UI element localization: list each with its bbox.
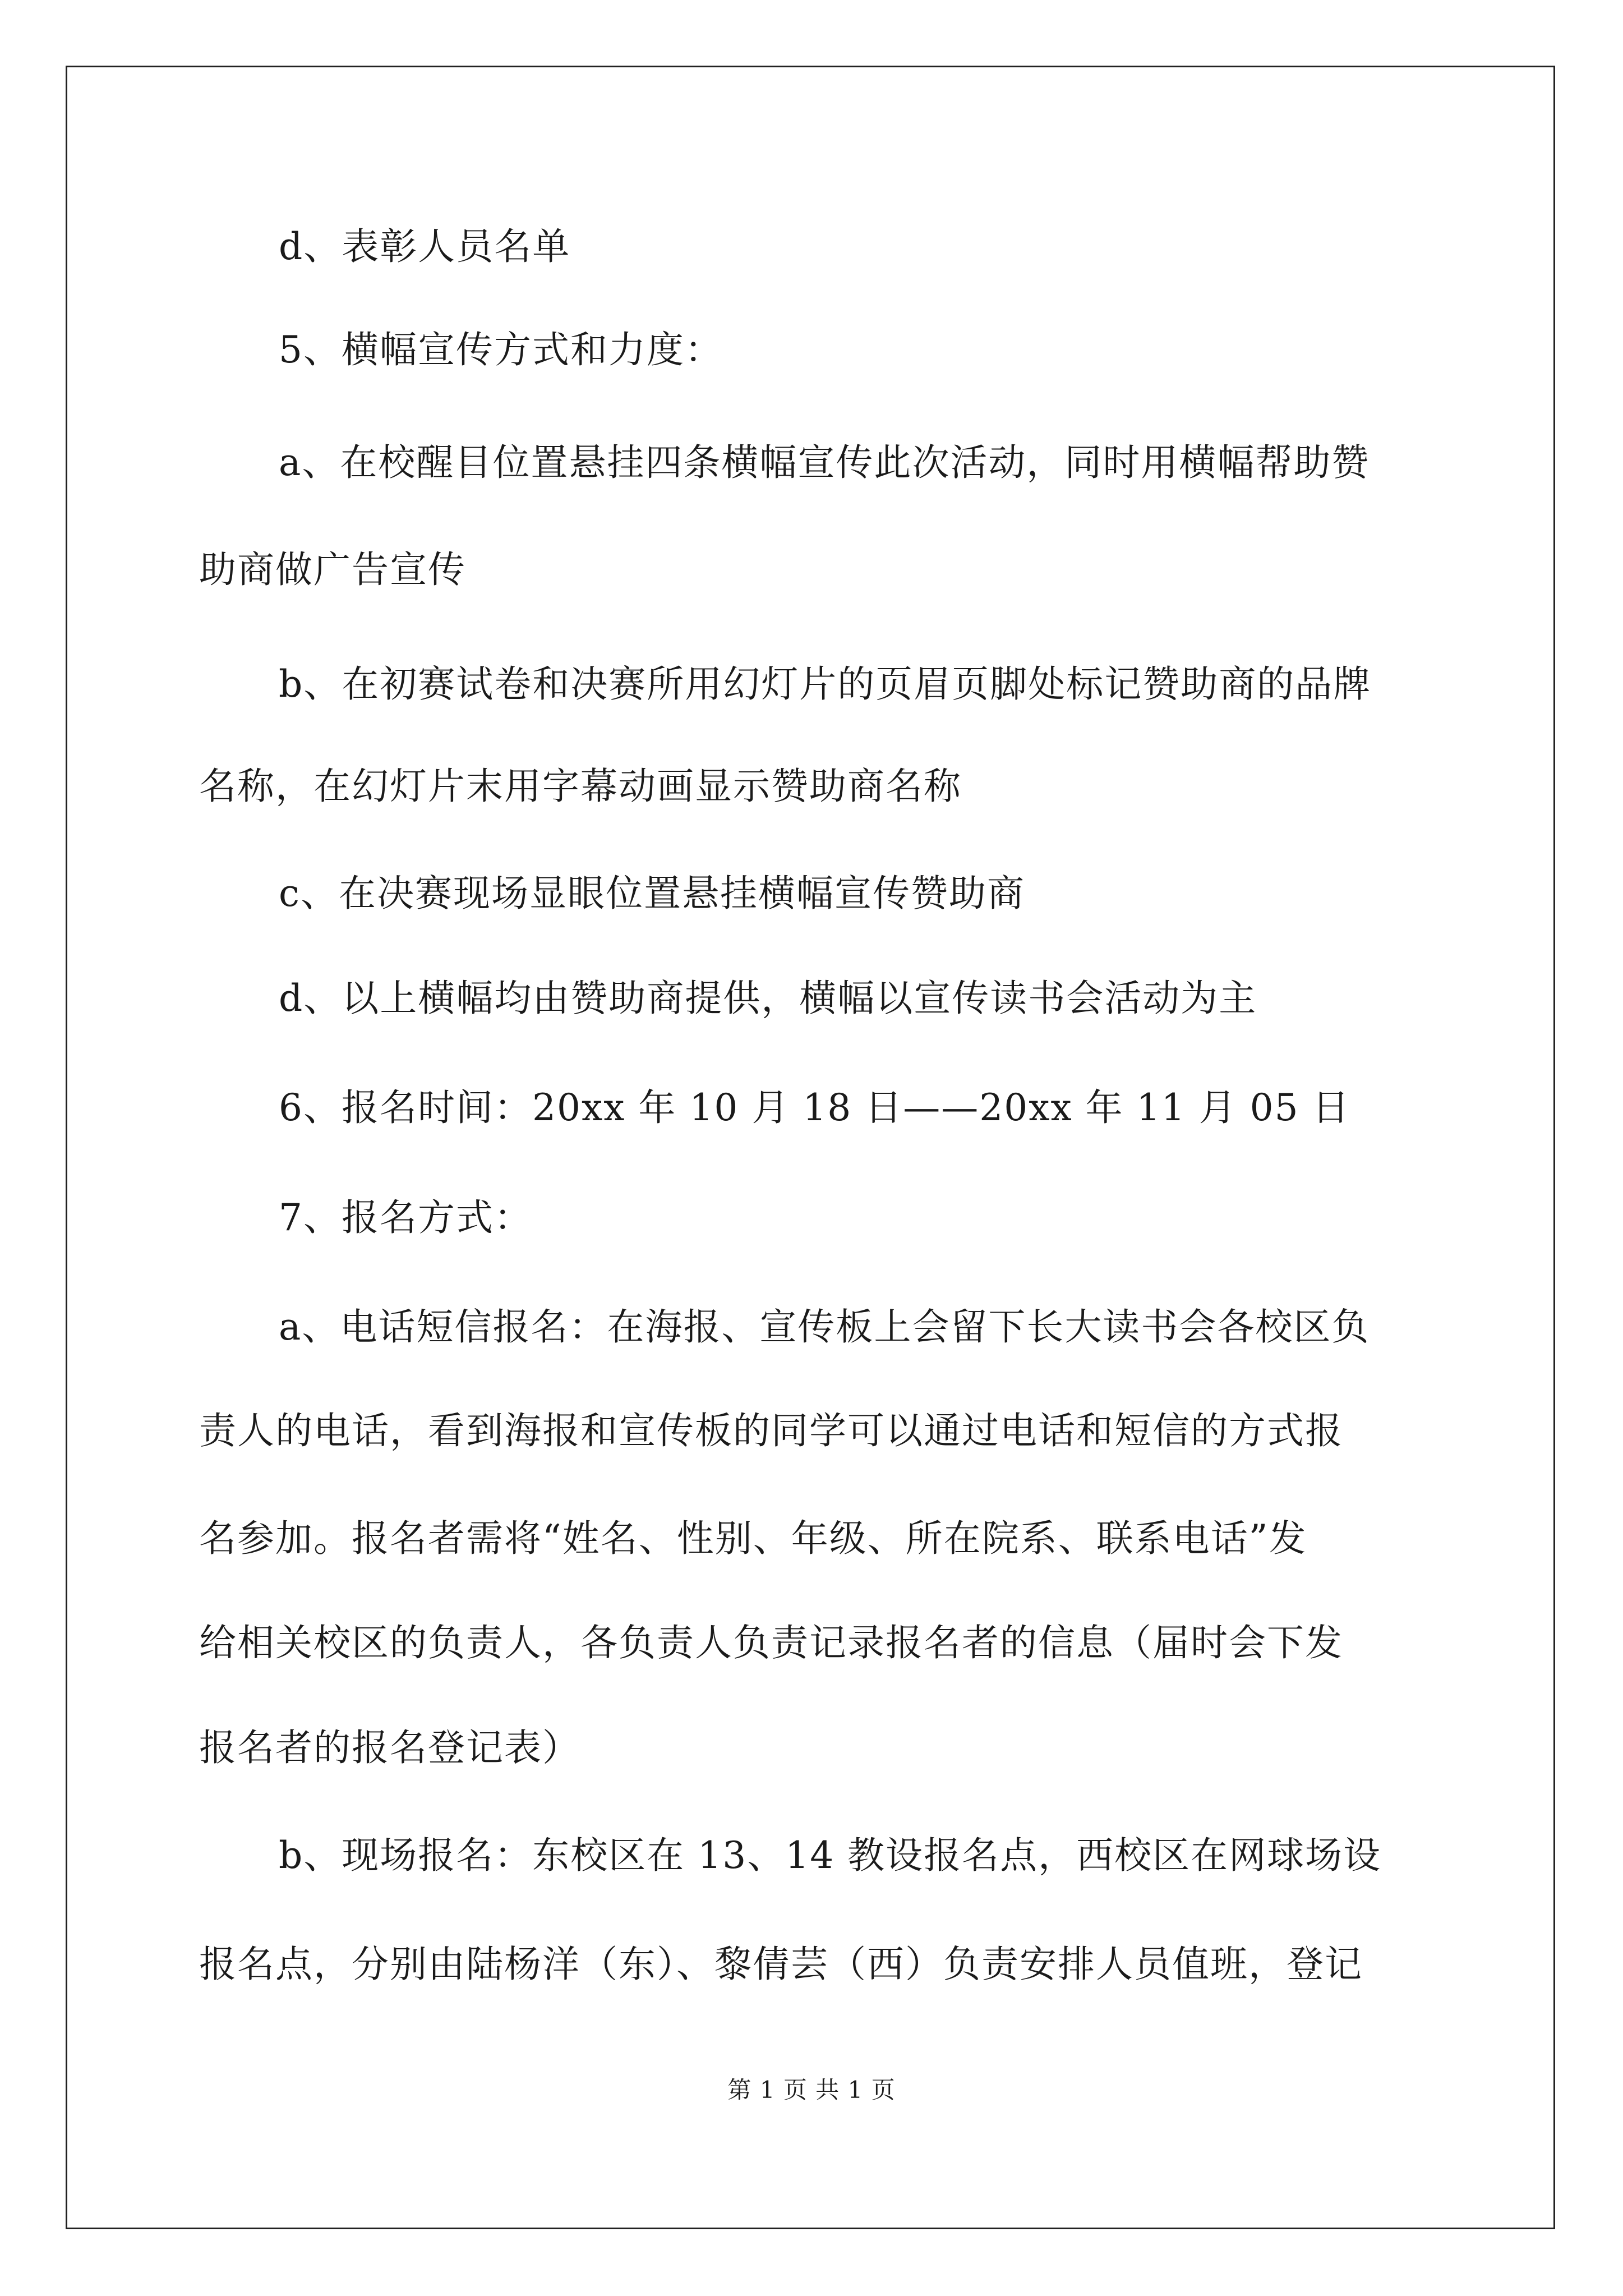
paragraph-line: 助商做广告宣传 [199, 548, 466, 591]
paragraph-line: d、表彰人员名单 [279, 225, 571, 268]
paragraph-line: c、在决赛现场显眼位置悬挂横幅宣传赞助商 [279, 872, 1025, 915]
paragraph-line: 名称，在幻灯片末用字幕动画显示赞助商名称 [199, 765, 962, 808]
paragraph-line: d、以上横幅均由赞助商提供，横幅以宣传读书会活动为主 [279, 977, 1257, 1020]
paragraph-line: 报名者的报名登记表） [199, 1726, 580, 1769]
paragraph-line: a、电话短信报名：在海报、宣传板上会留下长大读书会各校区负 [279, 1305, 1370, 1349]
paragraph-line: b、在初赛试卷和决赛所用幻灯片的页眉页脚处标记赞助商的品牌 [279, 662, 1372, 706]
page-footer: 第 1 页 共 1 页 [727, 2076, 896, 2104]
paragraph-line: 责人的电话，看到海报和宣传板的同学可以通过电话和短信的方式报 [199, 1409, 1343, 1452]
paragraph-line: b、现场报名：东校区在 13、14 教设报名点，西校区在网球场设 [279, 1834, 1382, 1877]
paragraph-line: 6、报名时间：20xx 年 10 月 18 日——20xx 年 11 月 05 日 [279, 1086, 1350, 1129]
page-border [66, 66, 1555, 2229]
paragraph-line: a、在校醒目位置悬挂四条横幅宣传此次活动，同时用横幅帮助赞 [279, 441, 1370, 484]
paragraph-line: 7、报名方式： [279, 1196, 532, 1239]
paragraph-line: 给相关校区的负责人，各负责人负责记录报名者的信息（届时会下发 [199, 1621, 1343, 1664]
paragraph-line: 5、横幅宣传方式和力度： [279, 328, 723, 371]
paragraph-line: 报名点，分别由陆杨洋（东）、黎倩芸（西）负责安排人员值班，登记 [199, 1943, 1363, 1986]
paragraph-line: 名参加。报名者需将“姓名、性别、年级、所在院系、联系电话”发 [199, 1517, 1307, 1560]
